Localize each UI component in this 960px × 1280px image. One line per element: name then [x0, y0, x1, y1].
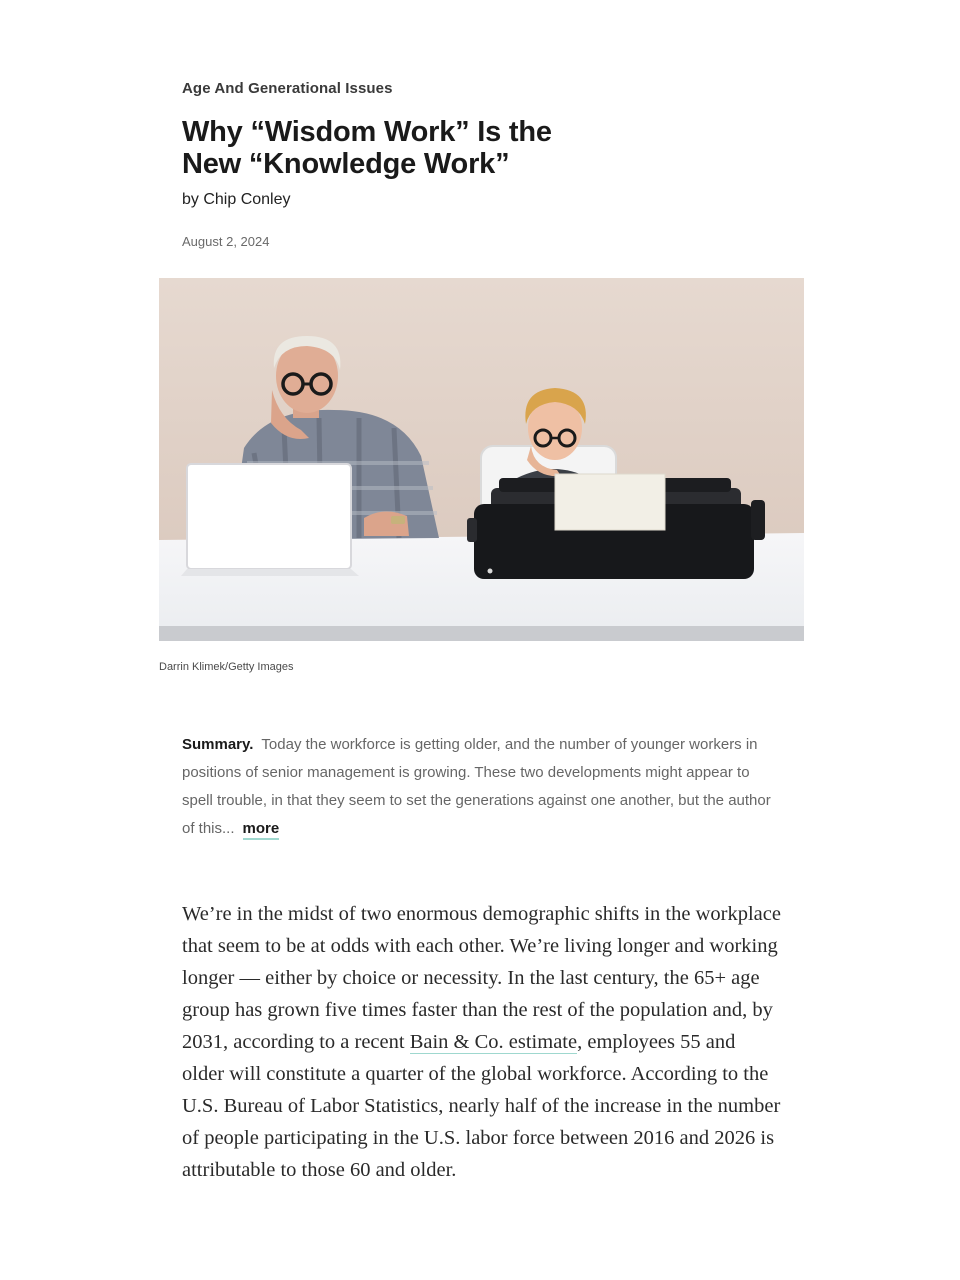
topic-link[interactable]: Age And Generational Issues: [182, 80, 393, 97]
hero-image: [159, 278, 804, 641]
paragraph-text-before-link: We’re in the midst of two enormous demographic shifts in the workplace that seem to be at odds with each other. We’re living longer and working longer — either by choice or necessity. In the last century, the 65+ age group has grown five times faster than the rest of the population and, by 2031, according to a recent: [182, 903, 781, 1053]
summary-block: [182, 731, 782, 843]
author-byline[interactable]: by Chip Conley: [182, 191, 291, 208]
title-line-2: New “Knowledge Work”: [182, 148, 510, 180]
typewriter-illustration: [467, 474, 765, 579]
laptop-illustration: [181, 464, 359, 576]
article-paragraph: [182, 898, 782, 1186]
image-credit: Darrin Klimek/Getty Images: [159, 661, 294, 673]
more-link[interactable]: more: [243, 820, 280, 840]
bain-estimate-link[interactable]: Bain & Co. estimate: [409, 1031, 578, 1053]
summary-label: Summary.: [182, 736, 254, 753]
title-line-1: Why “Wisdom Work” Is the: [182, 116, 552, 148]
publish-date: August 2, 2024: [182, 234, 270, 249]
summary-text: Today the workforce is getting older, and the number of younger workers in positions of senior management is growing. These two developments might appear to spell trouble, in that they seem to set the generations against one another, but the author of this...: [182, 736, 771, 837]
article-title: [182, 116, 642, 180]
paragraph-text-after-link: , employees 55 and older will constitute a quarter of the global workforce. According to the U.S. Bureau of Labor Statistics, nearly half of the increase in the number of people participating in the U.S. labor force between 2016 and 2026 is attributable to those 60 and older.: [182, 1031, 781, 1181]
